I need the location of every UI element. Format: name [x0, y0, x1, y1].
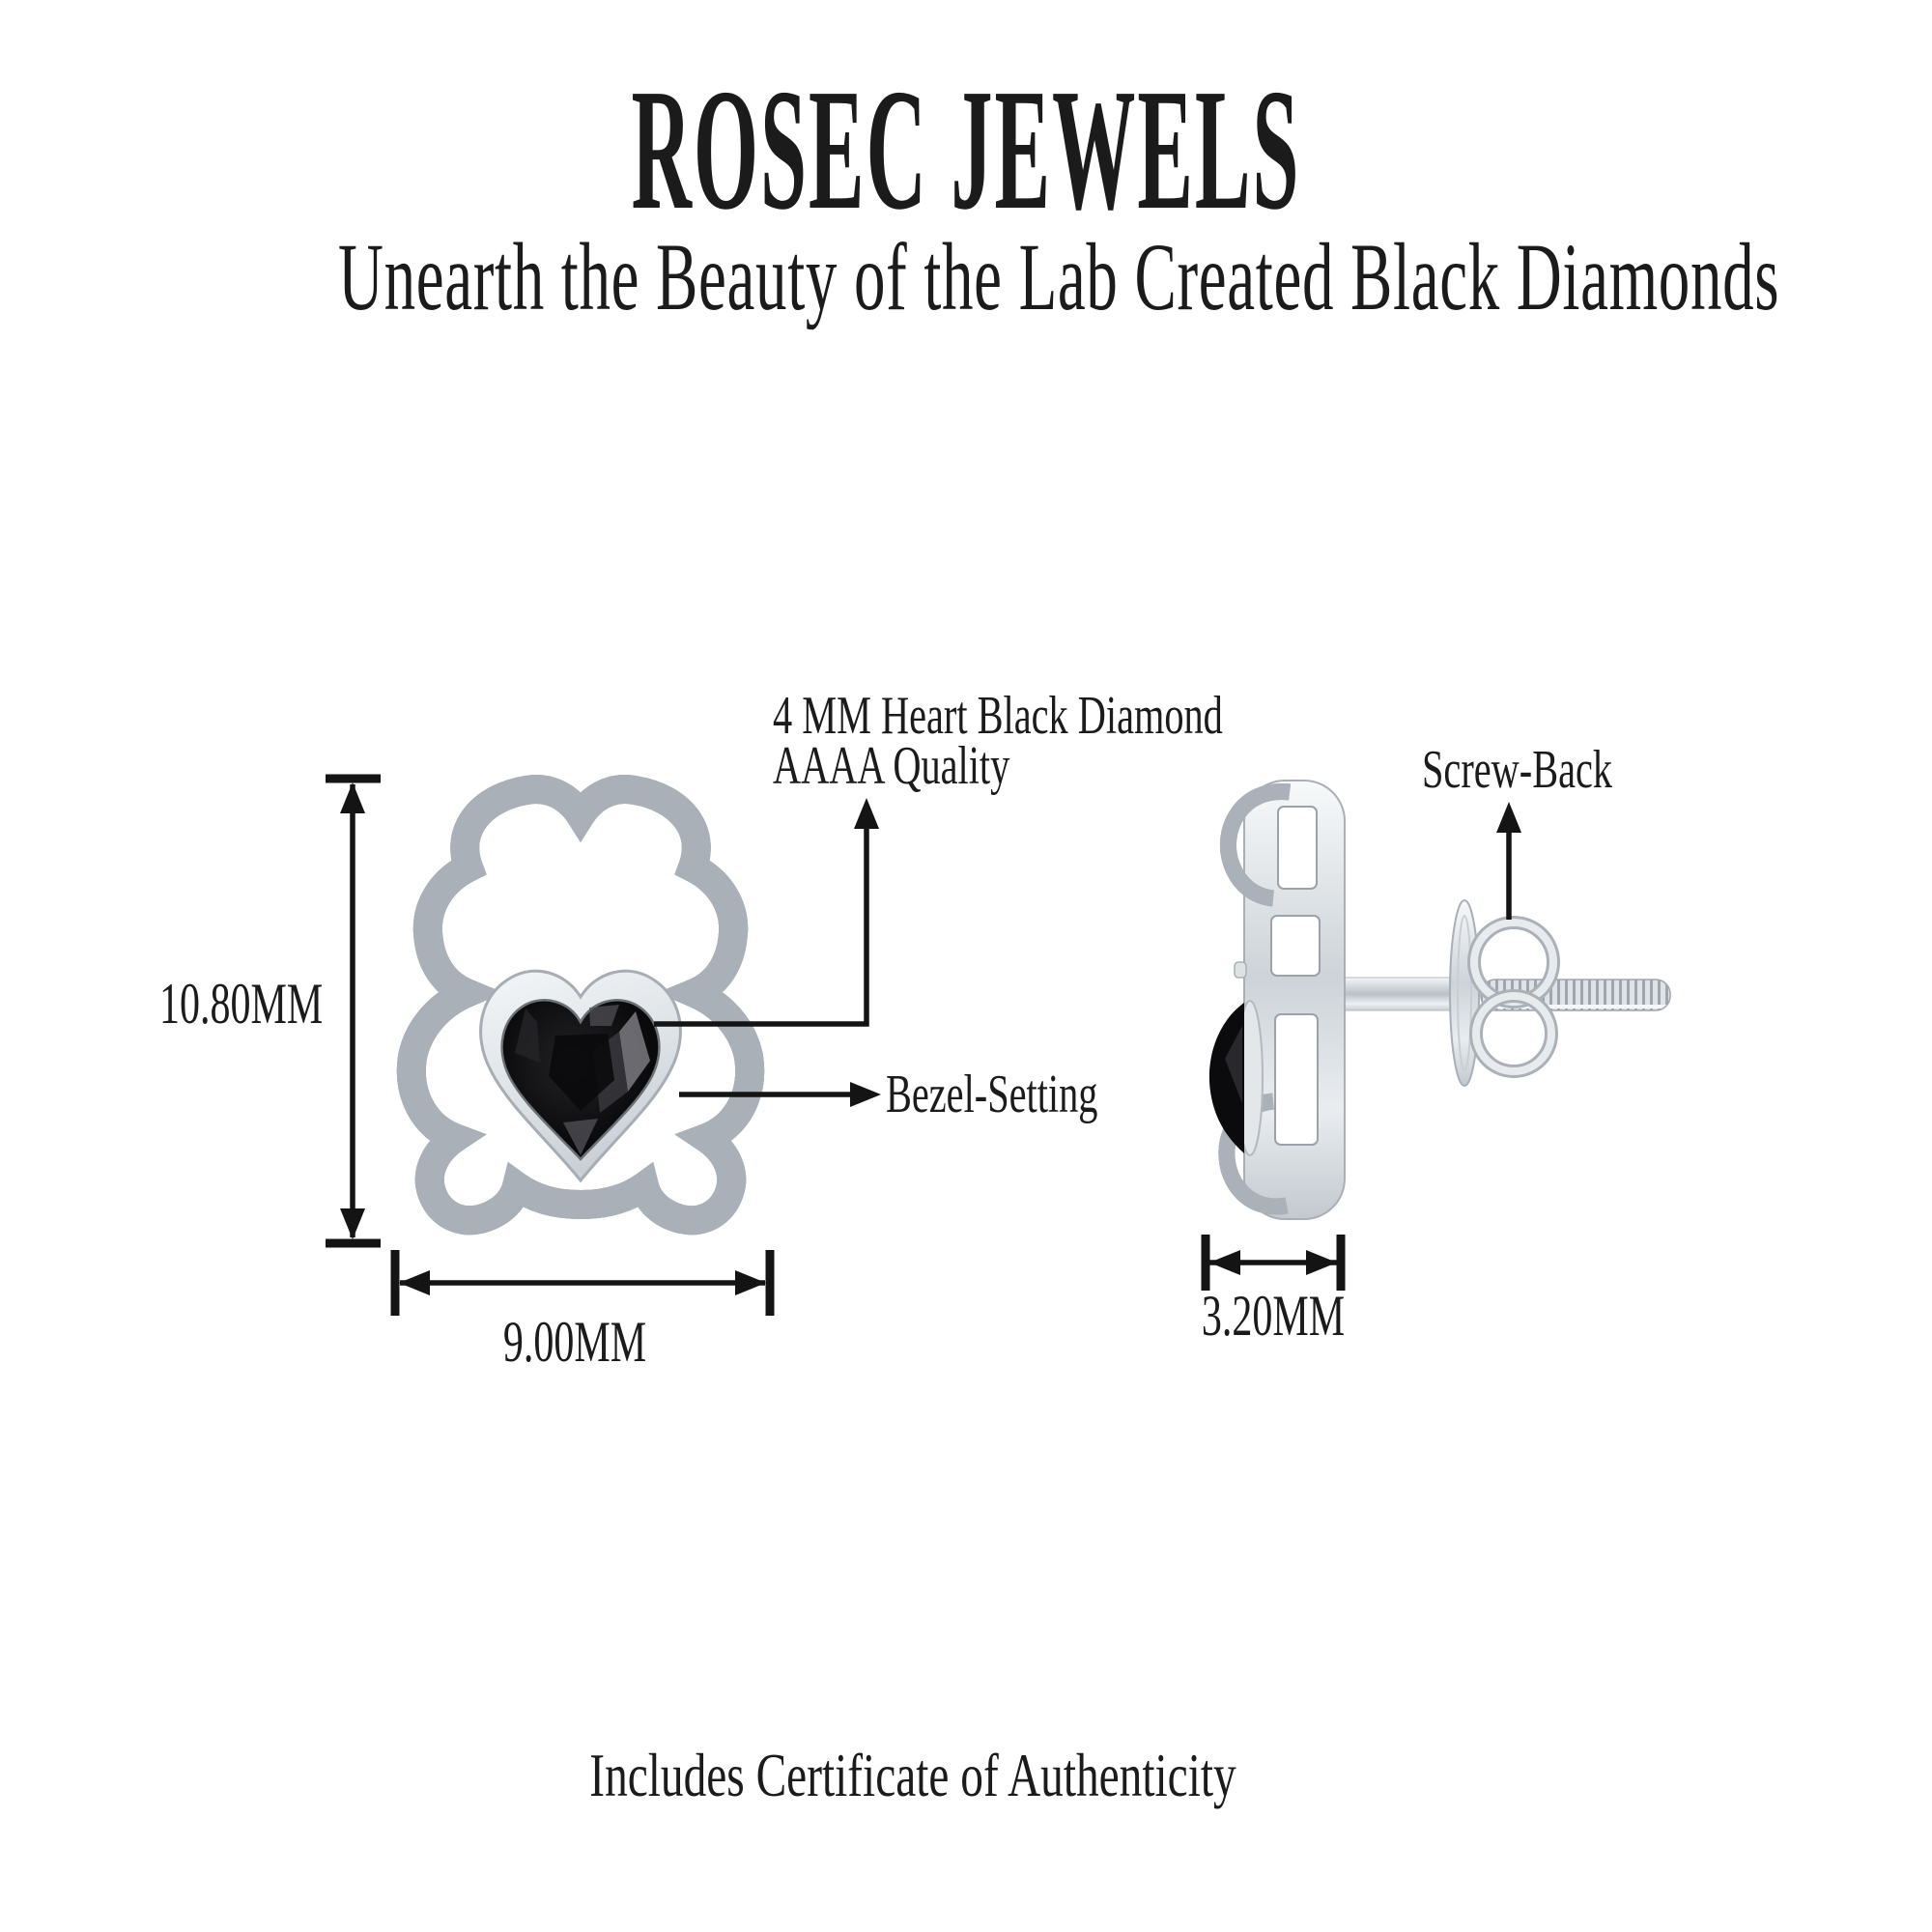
width-dimension-label: 9.00MM: [502, 1310, 647, 1374]
screwback-label: Screw-Back: [1422, 740, 1613, 800]
bezel-annotation-arrow: [679, 1082, 881, 1107]
arrow-up-icon: [1496, 802, 1521, 833]
screwback-annotation-arrow: [1496, 802, 1521, 920]
arrow-right-icon: [850, 1082, 881, 1107]
stone-annotation-line1: 4 MM Heart Black Diamond: [773, 686, 1223, 746]
stone-annotation: [773, 686, 1223, 796]
depth-dimension-line: [1206, 1235, 1341, 1291]
height-dimension-label: 10.80MM: [159, 972, 324, 1036]
depth-dimension-label: 3.20MM: [1201, 1284, 1346, 1348]
arrow-up-icon: [854, 798, 879, 829]
brand-tagline: Unearth the Beauty of the Lab Created Black Diamonds: [338, 223, 1780, 330]
heart-black-diamond: [502, 1000, 660, 1159]
width-dimension-line: [395, 1250, 770, 1316]
arrow-right-icon: [1306, 1250, 1337, 1275]
bezel-setting-label: Bezel-Setting: [886, 1065, 1098, 1124]
side-view-illustration: [1209, 781, 1670, 1219]
arrow-left-icon: [399, 1270, 430, 1295]
gem-profile: [1209, 1003, 1244, 1153]
front-view-illustration: [412, 789, 750, 1220]
butterfly-clutch: [1474, 923, 1553, 1071]
arrow-down-icon: [340, 1208, 365, 1239]
arrow-right-icon: [735, 1270, 766, 1295]
certificate-note: Includes Certificate of Authenticity: [589, 1741, 1236, 1809]
height-dimension-line: [326, 779, 381, 1243]
side-frame: [1227, 781, 1345, 1219]
stone-annotation-line2: AAAA Quality: [773, 736, 1010, 796]
arrow-up-icon: [340, 782, 365, 813]
arrow-left-icon: [1209, 1250, 1240, 1275]
back-disc: [1450, 900, 1479, 1086]
brand-title: ROSEC JEWELS: [631, 53, 1301, 245]
